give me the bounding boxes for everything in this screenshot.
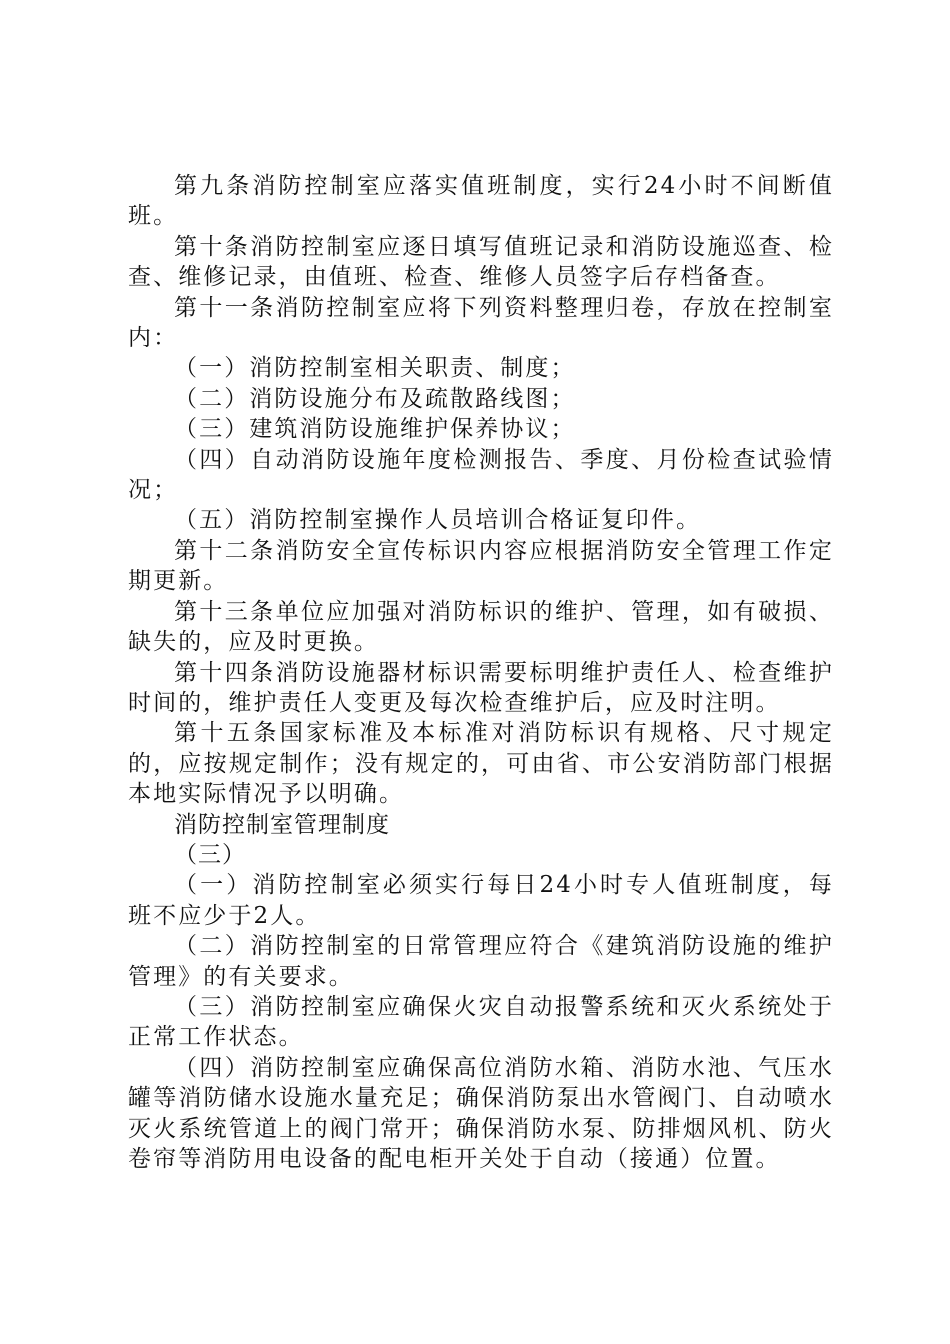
article-11-item-1: （一）消防控制室相关职责、制度； — [174, 355, 576, 382]
rule-1: （一）消防控制室必须实行每日24小时专人值班制度，每班不应少于2人。 — [128, 872, 834, 929]
document-body — [128, 171, 834, 1174]
section-title: 消防控制室管理制度 — [174, 811, 390, 838]
article-14: 第十四条消防设施器材标识需要标明维护责任人、检查维护时间的，维护责任人变更及每次检查维护后，应及时注明。 — [128, 659, 834, 716]
article-12: 第十二条消防安全宣传标识内容应根据消防安全管理工作定期更新。 — [128, 537, 834, 595]
rule-4: （四）消防控制室应确保高位消防水箱、消防水池、气压水罐等消防储水设施水量充足；确保消防泵出水管阀门、自动喷水灭火系统管道上的阀门常开；确保消防水泵、防排烟风机、防火卷帘等消防用电设备的配电柜开关处于自动（接通）位置。 — [128, 1054, 834, 1172]
section-number: （三） — [174, 841, 246, 868]
article-13: 第十三条单位应加强对消防标识的维护、管理，如有破损、缺失的，应及时更换。 — [128, 598, 834, 656]
article-11: 第十一条消防控制室应将下列资料整理归卷，存放在控制室内： — [128, 294, 834, 352]
article-11-item-3: （三）建筑消防设施维护保养协议； — [174, 416, 576, 443]
rule-3: （三）消防控制室应确保火灾自动报警系统和灭火系统处于正常工作状态。 — [128, 993, 834, 1051]
rule-2: （二）消防控制室的日常管理应符合《建筑消防设施的维护管理》的有关要求。 — [128, 933, 834, 990]
article-15: 第十五条国家标准及本标准对消防标识有规格、尺寸规定的，应按规定制作；没有规定的，可由省、市公安消防部门根据本地实际情况予以明确。 — [128, 720, 834, 808]
article-9: 第九条消防控制室应落实值班制度，实行24小时不间断值班。 — [128, 173, 834, 230]
article-11-item-4: （四）自动消防设施年度检测报告、季度、月份检查试验情况； — [128, 446, 834, 504]
article-11-item-2: （二）消防设施分布及疏散路线图； — [174, 385, 576, 412]
article-11-item-5: （五）消防控制室操作人员培训合格证复印件。 — [174, 507, 702, 534]
article-10: 第十条消防控制室应逐日填写值班记录和消防设施巡查、检查、维修记录，由值班、检查、维修人员签字后存档备查。 — [128, 233, 834, 291]
